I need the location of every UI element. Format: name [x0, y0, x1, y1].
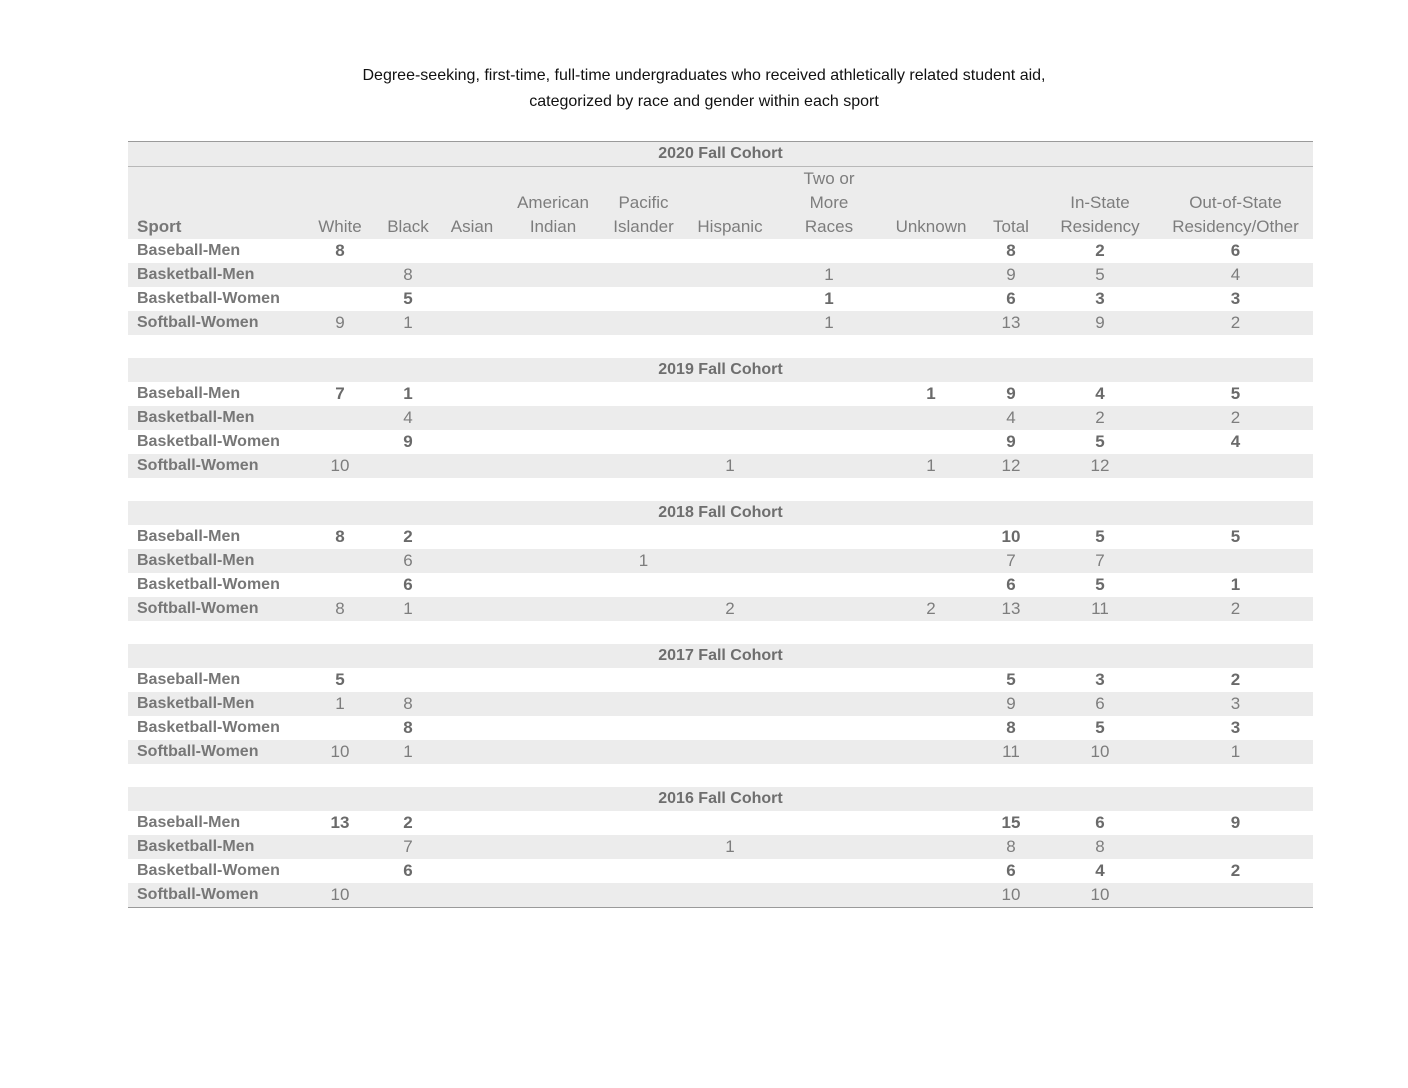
cell-total: 9: [1006, 432, 1016, 451]
cell-two-or-more-races: [779, 597, 879, 621]
sport-name: Basketball-Women: [137, 290, 280, 307]
cell-american-indian: [503, 716, 603, 740]
cell-american-indian: [503, 883, 603, 907]
header-in-state-residency-line: In-State: [1070, 193, 1130, 212]
cell-out-of-state-residency: [1158, 835, 1313, 859]
cell-in-state-residency: 6: [1095, 813, 1105, 832]
cell-unknown: 1: [926, 384, 936, 403]
cell-asian: [438, 382, 506, 406]
cell-two-or-more-races: [779, 740, 879, 764]
cell-asian: [438, 406, 506, 430]
header-in-state-residency-line: Residency: [1060, 217, 1140, 236]
cell-total: 13: [1001, 313, 1021, 332]
cell-hispanic: 1: [725, 456, 735, 475]
header-american-indian-line: American: [517, 193, 589, 212]
cell-in-state-residency: 3: [1095, 670, 1105, 689]
header-hispanic-line: Hispanic: [697, 217, 763, 236]
header-american-indian: [503, 191, 603, 239]
table-row: [128, 311, 1313, 335]
cell-pacific-islander: [603, 859, 684, 883]
cell-in-state-residency: 7: [1095, 551, 1105, 570]
sport-name: Basketball-Men: [137, 838, 255, 855]
report-title-line-2: categorized by race and gender within each sport: [529, 93, 879, 110]
cell-american-indian: [503, 406, 603, 430]
cell-two-or-more-races: [779, 883, 879, 907]
cell-american-indian: [503, 692, 603, 716]
header-unknown-line: Unknown: [895, 217, 967, 236]
cell-unknown: [881, 811, 981, 835]
cell-black: 5: [403, 289, 413, 308]
cell-unknown: [881, 716, 981, 740]
header-black-line: Black: [387, 217, 429, 236]
spacer-row: [128, 621, 1313, 644]
cell-asian: [438, 597, 506, 621]
cell-hispanic: 2: [725, 599, 735, 618]
cell-two-or-more-races: [779, 454, 879, 478]
cell-hispanic: [683, 549, 777, 573]
sport-name: Baseball-Men: [137, 242, 241, 259]
cell-black: 2: [403, 527, 413, 546]
cell-out-of-state-residency: 5: [1230, 527, 1241, 546]
cell-in-state-residency: 5: [1095, 527, 1105, 546]
cell-black: 1: [403, 313, 413, 332]
table-row: [128, 287, 1313, 311]
header-hispanic: [683, 215, 777, 239]
cell-pacific-islander: [603, 668, 684, 692]
cell-two-or-more-races: [779, 525, 879, 549]
cell-unknown: [881, 859, 981, 883]
cell-in-state-residency: 2: [1095, 241, 1105, 260]
cell-unknown: [881, 263, 981, 287]
sport-name: Baseball-Men: [137, 671, 241, 688]
header-total: [981, 215, 1041, 239]
cell-american-indian: [503, 835, 603, 859]
sport-name: Basketball-Women: [137, 862, 280, 879]
cell-total: 9: [1006, 384, 1016, 403]
table-row: [128, 716, 1313, 740]
cell-unknown: [881, 668, 981, 692]
sport-name: Basketball-Men: [137, 266, 255, 283]
cell-out-of-state-residency: [1158, 883, 1313, 907]
sport-name: Softball-Women: [137, 314, 259, 331]
cell-american-indian: [503, 525, 603, 549]
cell-hispanic: [683, 525, 777, 549]
cell-asian: [438, 740, 506, 764]
cell-total: 12: [1001, 456, 1021, 475]
cell-white: 10: [330, 885, 350, 904]
cell-pacific-islander: [603, 311, 684, 335]
table-row: [128, 406, 1313, 430]
cell-asian: [438, 239, 506, 263]
cell-in-state-residency: 10: [1090, 885, 1110, 904]
cell-asian: [438, 573, 506, 597]
cell-black: 6: [403, 861, 413, 880]
cell-american-indian: [503, 239, 603, 263]
cell-asian: [438, 454, 506, 478]
cell-pacific-islander: [603, 454, 684, 478]
cell-pacific-islander: [603, 740, 684, 764]
cell-hispanic: [683, 382, 777, 406]
cell-asian: [438, 692, 506, 716]
cell-hispanic: [683, 859, 777, 883]
header-two-or-more-races-line: Races: [804, 217, 854, 236]
cell-out-of-state-residency: 2: [1230, 599, 1241, 618]
cell-white: 13: [330, 813, 350, 832]
cell-asian: [438, 716, 506, 740]
cell-in-state-residency: 12: [1090, 456, 1110, 475]
cohort-header-row: [128, 787, 1313, 811]
cohort-header-row: [128, 644, 1313, 668]
cell-asian: [438, 287, 506, 311]
cell-total: 6: [1006, 575, 1016, 594]
cell-pacific-islander: [603, 525, 684, 549]
table-row: [128, 263, 1313, 287]
cell-unknown: [881, 525, 981, 549]
cell-pacific-islander: 1: [638, 551, 649, 570]
cell-in-state-residency: 6: [1095, 694, 1105, 713]
cell-hispanic: [683, 311, 777, 335]
cell-two-or-more-races: [779, 692, 879, 716]
cell-black: 1: [403, 384, 413, 403]
header-two-or-more-races: [779, 167, 879, 239]
cell-unknown: [881, 883, 981, 907]
cell-pacific-islander: [603, 835, 684, 859]
cell-out-of-state-residency: 9: [1230, 813, 1241, 832]
cell-out-of-state-residency: 2: [1230, 861, 1241, 880]
cell-american-indian: [503, 549, 603, 573]
sport-name: Basketball-Men: [137, 409, 255, 426]
cell-out-of-state-residency: 2: [1230, 313, 1241, 332]
cohort-header-row: [128, 358, 1313, 382]
cell-unknown: [881, 740, 981, 764]
cell-pacific-islander: [603, 573, 684, 597]
sport-name: Basketball-Men: [137, 552, 255, 569]
cell-in-state-residency: 2: [1095, 408, 1105, 427]
cell-unknown: 1: [926, 456, 936, 475]
table-row: [128, 811, 1313, 835]
cell-total: 6: [1006, 861, 1016, 880]
table-row: [128, 835, 1313, 859]
table-row: [128, 883, 1313, 907]
cell-total: 5: [1006, 670, 1016, 689]
sport-name: Softball-Women: [137, 600, 259, 617]
header-pacific-islander-line: Islander: [613, 217, 674, 236]
cell-two-or-more-races: [779, 811, 879, 835]
cell-two-or-more-races: [779, 716, 879, 740]
table-row: [128, 430, 1313, 454]
header-black: [368, 215, 448, 239]
cell-in-state-residency: 5: [1095, 432, 1105, 451]
cell-total: 8: [1006, 718, 1016, 737]
cell-black: [368, 454, 448, 478]
cell-hispanic: [683, 716, 777, 740]
cell-out-of-state-residency: [1158, 549, 1313, 573]
table-row: [128, 239, 1313, 263]
cell-unknown: [881, 406, 981, 430]
cell-in-state-residency: 3: [1095, 289, 1105, 308]
cell-two-or-more-races: 1: [824, 313, 834, 332]
cohort-label: 2017 Fall Cohort: [658, 647, 783, 664]
cell-white: 7: [335, 384, 345, 403]
cell-unknown: [881, 692, 981, 716]
cell-american-indian: [503, 740, 603, 764]
cell-two-or-more-races: [779, 549, 879, 573]
cell-out-of-state-residency: 3: [1230, 694, 1241, 713]
cell-total: 11: [1002, 742, 1020, 761]
cell-total: 10: [1001, 885, 1021, 904]
cell-total: 9: [1006, 265, 1016, 284]
cell-in-state-residency: 11: [1091, 599, 1109, 618]
cell-american-indian: [503, 382, 603, 406]
cell-white: 10: [330, 742, 350, 761]
spacer-row: [128, 335, 1313, 358]
cell-unknown: [881, 430, 981, 454]
sport-name: Baseball-Men: [137, 528, 241, 545]
cell-two-or-more-races: [779, 239, 879, 263]
cell-out-of-state-residency: 4: [1230, 265, 1241, 284]
cell-out-of-state-residency: 4: [1230, 432, 1241, 451]
header-white-line: White: [318, 217, 362, 236]
cell-pacific-islander: [603, 811, 684, 835]
cell-pacific-islander: [603, 716, 684, 740]
cell-asian: [438, 811, 506, 835]
cell-hispanic: [683, 263, 777, 287]
cell-white: 1: [335, 694, 345, 713]
cell-black: 4: [403, 408, 413, 427]
cell-pacific-islander: [603, 382, 684, 406]
cell-two-or-more-races: [779, 573, 879, 597]
cell-total: 8: [1006, 837, 1016, 856]
cell-american-indian: [503, 573, 603, 597]
cell-asian: [438, 525, 506, 549]
cell-in-state-residency: 9: [1095, 313, 1105, 332]
cell-in-state-residency: 5: [1095, 718, 1105, 737]
cohort-header-row: [128, 142, 1313, 166]
cell-total: 13: [1001, 599, 1021, 618]
cell-unknown: [881, 311, 981, 335]
sport-name: Softball-Women: [137, 457, 259, 474]
header-two-or-more-races-line: More: [809, 193, 849, 212]
cell-total: 15: [1001, 813, 1021, 832]
cell-hispanic: [683, 573, 777, 597]
cell-black: 1: [403, 742, 413, 761]
cell-american-indian: [503, 668, 603, 692]
table-row: [128, 382, 1313, 406]
cell-in-state-residency: 10: [1090, 742, 1110, 761]
sport-name: Baseball-Men: [137, 814, 241, 831]
table-row: [128, 573, 1313, 597]
cell-out-of-state-residency: 5: [1230, 384, 1241, 403]
cell-in-state-residency: 8: [1095, 837, 1105, 856]
cell-hispanic: [683, 740, 777, 764]
cell-black: 1: [403, 599, 413, 618]
cell-total: 6: [1006, 289, 1016, 308]
cell-total: 7: [1006, 551, 1016, 570]
sport-name: Softball-Women: [137, 886, 259, 903]
header-asian-line: Asian: [450, 217, 494, 236]
cell-asian: [438, 883, 506, 907]
header-unknown: [881, 215, 981, 239]
cell-in-state-residency: 5: [1095, 575, 1105, 594]
cell-black: 8: [403, 265, 413, 284]
cell-black: 7: [403, 837, 413, 856]
cell-two-or-more-races: 1: [824, 289, 834, 308]
cell-hispanic: [683, 430, 777, 454]
header-out-of-state-residency: [1158, 191, 1313, 239]
cell-hispanic: [683, 287, 777, 311]
cell-american-indian: [503, 287, 603, 311]
cell-total: 9: [1006, 694, 1016, 713]
cell-pacific-islander: [603, 263, 684, 287]
cell-american-indian: [503, 430, 603, 454]
cell-hispanic: [683, 811, 777, 835]
cell-asian: [438, 668, 506, 692]
cell-black: [368, 883, 448, 907]
cell-unknown: [881, 573, 981, 597]
cell-asian: [438, 859, 506, 883]
cell-black: 9: [403, 432, 413, 451]
cell-out-of-state-residency: [1158, 454, 1313, 478]
cell-total: 8: [1006, 241, 1016, 260]
cohort-label: 2020 Fall Cohort: [658, 145, 783, 162]
cell-unknown: [881, 239, 981, 263]
table-row: [128, 668, 1313, 692]
cell-out-of-state-residency: 3: [1230, 289, 1241, 308]
cell-black: 8: [403, 694, 413, 713]
cell-two-or-more-races: 1: [824, 265, 834, 284]
sport-name: Baseball-Men: [137, 385, 241, 402]
cell-american-indian: [503, 859, 603, 883]
cell-asian: [438, 835, 506, 859]
cell-unknown: 2: [926, 599, 936, 618]
cell-american-indian: [503, 263, 603, 287]
cell-pacific-islander: [603, 239, 684, 263]
cell-two-or-more-races: [779, 859, 879, 883]
header-asian: [438, 215, 506, 239]
cell-black: 2: [403, 813, 413, 832]
table-row: [128, 859, 1313, 883]
cell-out-of-state-residency: 2: [1230, 670, 1241, 689]
cell-american-indian: [503, 311, 603, 335]
table-row: [128, 549, 1313, 573]
cell-asian: [438, 311, 506, 335]
cell-asian: [438, 263, 506, 287]
column-header-row: [128, 166, 1313, 239]
cell-american-indian: [503, 811, 603, 835]
cell-in-state-residency: 4: [1095, 861, 1105, 880]
cell-two-or-more-races: [779, 430, 879, 454]
cell-asian: [438, 430, 506, 454]
cohort-table: [128, 141, 1313, 908]
cell-in-state-residency: 4: [1095, 384, 1105, 403]
cell-hispanic: [683, 692, 777, 716]
header-american-indian-line: Indian: [529, 217, 577, 236]
cell-unknown: [881, 549, 981, 573]
header-out-of-state-residency-line: Residency/Other: [1172, 217, 1299, 236]
cell-hispanic: [683, 668, 777, 692]
sport-name: Basketball-Women: [137, 576, 280, 593]
cohort-label: 2019 Fall Cohort: [658, 361, 783, 378]
cell-hispanic: [683, 406, 777, 430]
cell-white: 8: [335, 599, 345, 618]
header-in-state-residency: [1043, 191, 1157, 239]
cell-black: [368, 668, 448, 692]
cell-white: 5: [335, 670, 345, 689]
cell-in-state-residency: 5: [1095, 265, 1105, 284]
header-total-line: Total: [993, 217, 1029, 236]
cell-two-or-more-races: [779, 668, 879, 692]
cohort-label: 2018 Fall Cohort: [658, 504, 783, 521]
cell-american-indian: [503, 597, 603, 621]
sport-name: Basketball-Women: [137, 719, 280, 736]
cell-pacific-islander: [603, 597, 684, 621]
cell-two-or-more-races: [779, 406, 879, 430]
cell-unknown: [881, 835, 981, 859]
cell-pacific-islander: [603, 883, 684, 907]
sport-name: Basketball-Women: [137, 433, 280, 450]
report-title-line-1: Degree-seeking, first-time, full-time undergraduates who received athletically related student aid,: [362, 67, 1046, 84]
spacer-row: [128, 764, 1313, 787]
cell-total: 4: [1006, 408, 1016, 427]
table-row: [128, 525, 1313, 549]
sport-name: Softball-Women: [137, 743, 259, 760]
cell-black: 8: [403, 718, 413, 737]
cell-asian: [438, 549, 506, 573]
cell-pacific-islander: [603, 287, 684, 311]
cell-black: 6: [403, 551, 413, 570]
cohort-label: 2016 Fall Cohort: [658, 790, 783, 807]
cell-hispanic: [683, 239, 777, 263]
header-out-of-state-residency-line: Out-of-State: [1189, 193, 1282, 212]
cell-two-or-more-races: [779, 835, 879, 859]
cell-pacific-islander: [603, 692, 684, 716]
header-pacific-islander: [603, 191, 684, 239]
table-row: [128, 454, 1313, 478]
cell-out-of-state-residency: 1: [1230, 742, 1241, 761]
header-sport: Sport: [137, 217, 182, 236]
cell-white: 9: [335, 313, 345, 332]
cell-total: 10: [1001, 527, 1021, 546]
cell-white: 8: [335, 527, 345, 546]
cell-out-of-state-residency: 3: [1230, 718, 1241, 737]
header-two-or-more-races-line: Two or: [803, 169, 855, 188]
cell-out-of-state-residency: 6: [1230, 241, 1241, 260]
table-row: [128, 692, 1313, 716]
cell-unknown: [881, 287, 981, 311]
cell-out-of-state-residency: 1: [1230, 575, 1241, 594]
table-row: [128, 740, 1313, 764]
cell-black: 6: [403, 575, 413, 594]
sport-name: Basketball-Men: [137, 695, 255, 712]
cell-out-of-state-residency: 2: [1230, 408, 1241, 427]
cell-two-or-more-races: [779, 382, 879, 406]
cell-american-indian: [503, 454, 603, 478]
cell-white: 8: [335, 241, 345, 260]
cell-pacific-islander: [603, 406, 684, 430]
cell-black: [368, 239, 448, 263]
cell-hispanic: [683, 883, 777, 907]
header-pacific-islander-line: Pacific: [618, 193, 669, 212]
table-row: [128, 597, 1313, 621]
cell-hispanic: 1: [725, 837, 735, 856]
cohort-header-row: [128, 501, 1313, 525]
spacer-row: [128, 478, 1313, 501]
cell-white: 10: [330, 456, 350, 475]
cell-pacific-islander: [603, 430, 684, 454]
